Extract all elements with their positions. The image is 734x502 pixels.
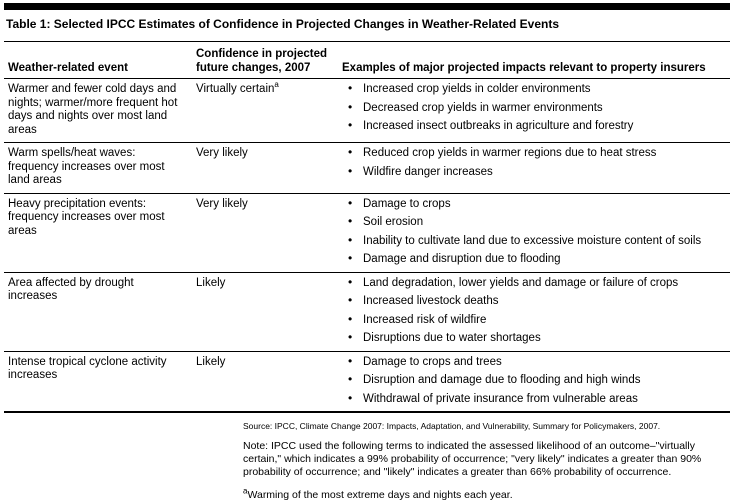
impacts-list	[342, 147, 726, 179]
confidence-cell	[196, 147, 342, 188]
confidence-cell	[196, 198, 342, 267]
top-divider-bar	[4, 3, 730, 10]
impact-item: • Increased livestock deaths	[342, 295, 726, 309]
table-row	[4, 142, 730, 193]
confidence-cell	[196, 277, 342, 346]
impacts-list	[342, 356, 726, 407]
footnote-text	[243, 486, 727, 502]
confidence-text: Virtually certain	[196, 83, 275, 95]
event-cell: Warmer and fewer cold days and nights; warmer/more frequent hot days and nights over most land areas	[8, 83, 178, 136]
confidence-cell	[196, 356, 342, 407]
note-text: Note: IPCC used the following terms to indicated the assessed likelihood of an outcome–"virtually certain," which indicates a 99% probability of occurrence; "very likely" indicates a greater than 90% probability of occurrence; and "likely" indicates a greater than 66% probability of occurrence.	[243, 440, 702, 478]
impact-item: • Damage and disruption due to flooding	[342, 253, 726, 267]
impact-item: • Withdrawal of private insurance from vulnerable areas	[342, 393, 726, 407]
impact-item: • Damage to crops	[342, 198, 726, 212]
table-header-row	[4, 42, 730, 78]
event-cell: Intense tropical cyclone activity increases	[8, 355, 167, 381]
impacts-cell	[342, 83, 730, 137]
impact-item: • Damage to crops and trees	[342, 356, 726, 370]
impacts-cell	[342, 198, 730, 267]
event-cell: Heavy precipitation events: frequency increases over most areas	[8, 197, 165, 237]
impact-item: • Increased crop yields in colder environments	[342, 83, 726, 97]
footnote-marker: a	[243, 486, 248, 496]
confidence-text: Very likely	[196, 197, 248, 210]
impact-item: • Land degradation, lower yields and damage or failure of crops	[342, 277, 726, 291]
table-row	[4, 78, 730, 142]
confidence-text: Likely	[196, 276, 226, 289]
confidence-cell	[196, 80, 342, 137]
impact-item: • Disruption and damage due to flooding and high winds	[342, 374, 726, 388]
table-row	[4, 272, 730, 351]
column-header-event: Weather-related event	[8, 61, 128, 74]
footnote-marker: a	[274, 80, 279, 90]
table-title: Table 1: Selected IPCC Estimates of Confidence in Projected Changes in Weather-Related Events	[6, 17, 560, 31]
impact-item: • Increased risk of wildfire	[342, 314, 726, 328]
table-footer	[243, 421, 730, 502]
source-line: Source: IPCC, Climate Change 2007: Impacts, Adaptation, and Vulnerability, Summary for Policymakers, 2007.	[243, 421, 661, 431]
impact-item: • Wildfire danger increases	[342, 166, 726, 180]
impacts-cell	[342, 356, 730, 407]
impact-item: • Disruptions due to water shortages	[342, 332, 726, 346]
event-cell: Warm spells/heat waves: frequency increases over most land areas	[8, 147, 165, 186]
impacts-cell	[342, 147, 730, 188]
impact-item: • Reduced crop yields in warmer regions due to heat stress	[342, 147, 726, 161]
impacts-cell	[342, 277, 730, 346]
footnote-body: Warming of the most extreme days and nights each year.	[247, 489, 513, 501]
impacts-list	[342, 83, 726, 134]
event-cell: Area affected by drought increases	[8, 276, 134, 302]
confidence-text: Very likely	[196, 147, 248, 159]
impact-item: • Increased insect outbreaks in agriculture and forestry	[342, 120, 726, 134]
impact-item: • Soil erosion	[342, 216, 726, 230]
column-header-impacts: Examples of major projected impacts relevant to property insurers	[342, 61, 706, 74]
confidence-text: Likely	[196, 355, 226, 368]
impacts-list	[342, 277, 726, 346]
impacts-list	[342, 198, 726, 267]
table-row	[4, 351, 730, 412]
impact-item: • Inability to cultivate land due to excessive moisture content of soils	[342, 235, 726, 249]
ipcc-confidence-table	[4, 41, 730, 413]
table-row	[4, 193, 730, 272]
column-header-confidence: Confidence in projected future changes, 2007	[196, 48, 327, 74]
impact-item: • Decreased crop yields in warmer environments	[342, 102, 726, 116]
